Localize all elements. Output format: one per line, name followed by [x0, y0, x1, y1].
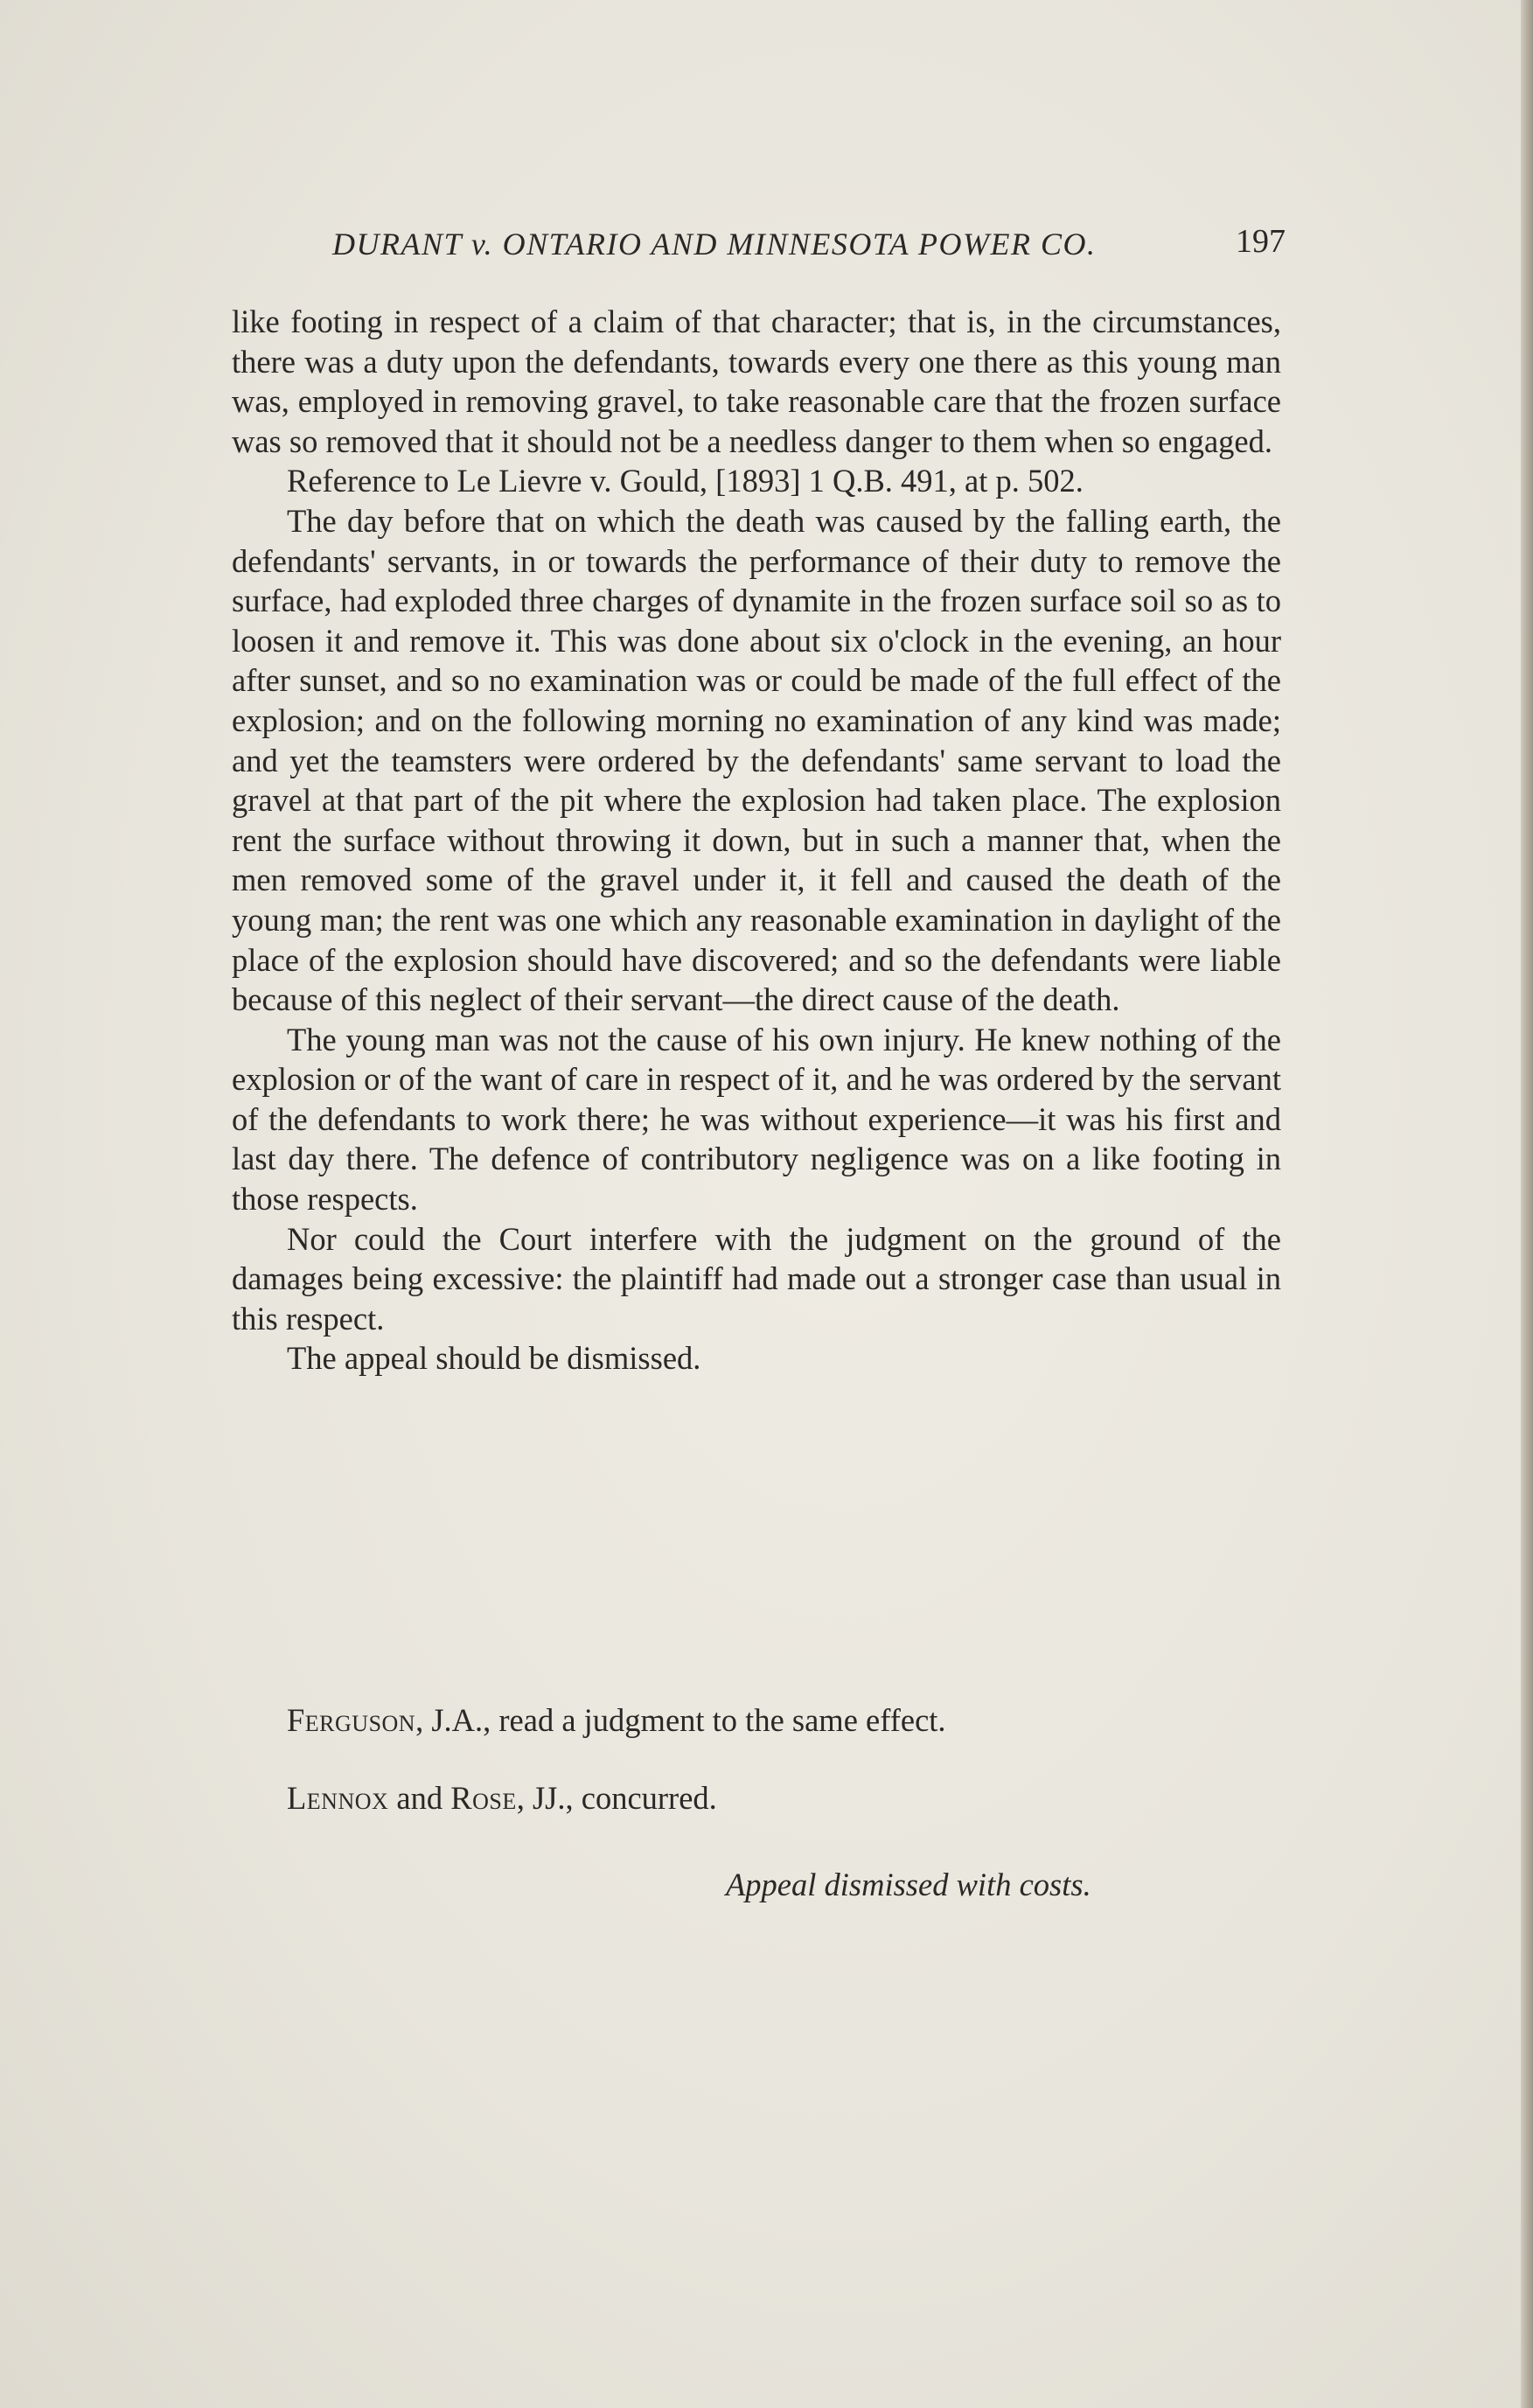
concurrence-text: , JJ., concurred. — [516, 1780, 717, 1816]
judge-name-ferguson: Ferguson — [287, 1702, 416, 1738]
paragraph-facts: The day before that on which the death was caused by the falling earth, the defendants' servants, in or towards the performance of their duty to remove the surface, had exploded three charges of dynamite in the frozen surface soil so as to loosen it and remove it. This was done about six o'clock in the evening, an hour after sunset, and so no examination was or could be made of the full effect of the explosion; and on the following morning no examination of any kind was made; and yet the teamsters were ordered by the defendants' same servant to load the gravel at that part of the pit where the explosion had taken place. The explosion rent the surface without throwing it down, but in such a manner that, when the men removed some of the gravel under it, it fell and caused the death of the young man; the rent was one which any reasonable examination in daylight of the place of the explosion should have discovered; and so the defendants were liable because of this neglect of their servant—the direct cause of the death. — [232, 502, 1281, 1018]
judge-name-lennox: Lennox — [287, 1780, 389, 1816]
judgment-line-text: , J.A., read a judgment to the same effect. — [415, 1702, 946, 1738]
page-header — [236, 217, 1286, 269]
concurrence-conjunction: and — [388, 1780, 451, 1816]
disposition: Appeal dismissed with costs. — [726, 1867, 1091, 1902]
paragraph-damages: Nor could the Court interfere with the judgment on the ground of the damages being excessive: the plaintiff had made out a stronger case than usual in this respect. — [232, 1220, 1281, 1337]
page-number: 197 — [1236, 223, 1286, 260]
page-edge-shadow — [1521, 0, 1533, 2408]
concurrence-line — [287, 1779, 717, 1817]
ferguson-judgment-line — [287, 1701, 946, 1739]
paragraph-conclusion: The appeal should be dismissed. — [287, 1340, 701, 1377]
running-title: DURANT v. ONTARIO AND MINNESOTA POWER CO. — [332, 227, 1097, 262]
judgment-body — [232, 302, 1281, 1378]
judge-name-rose: Rose — [450, 1780, 517, 1816]
paragraph-continuation: like footing in respect of a claim of that character; that is, in the circumstances, there was a duty upon the defendants, towards every one there as this young man was, employed in removing gravel, to take reasonable care that the frozen surface was so removed that it should not be a needless danger to them when so engaged. — [232, 304, 1281, 459]
paragraph-reference: Reference to Le Lievre v. Gould, [1893] 1 Q.B. 491, at p. 502. — [287, 463, 1084, 499]
paragraph-contributory-negligence: The young man was not the cause of his own injury. He knew nothing of the explosion or of the want of care in respect of it, and he was ordered by the servant of the defendants to work there; he was without experience—it was his first and last day there. The defence of contributory negligence was on a like footing in those respects. — [232, 1021, 1281, 1218]
